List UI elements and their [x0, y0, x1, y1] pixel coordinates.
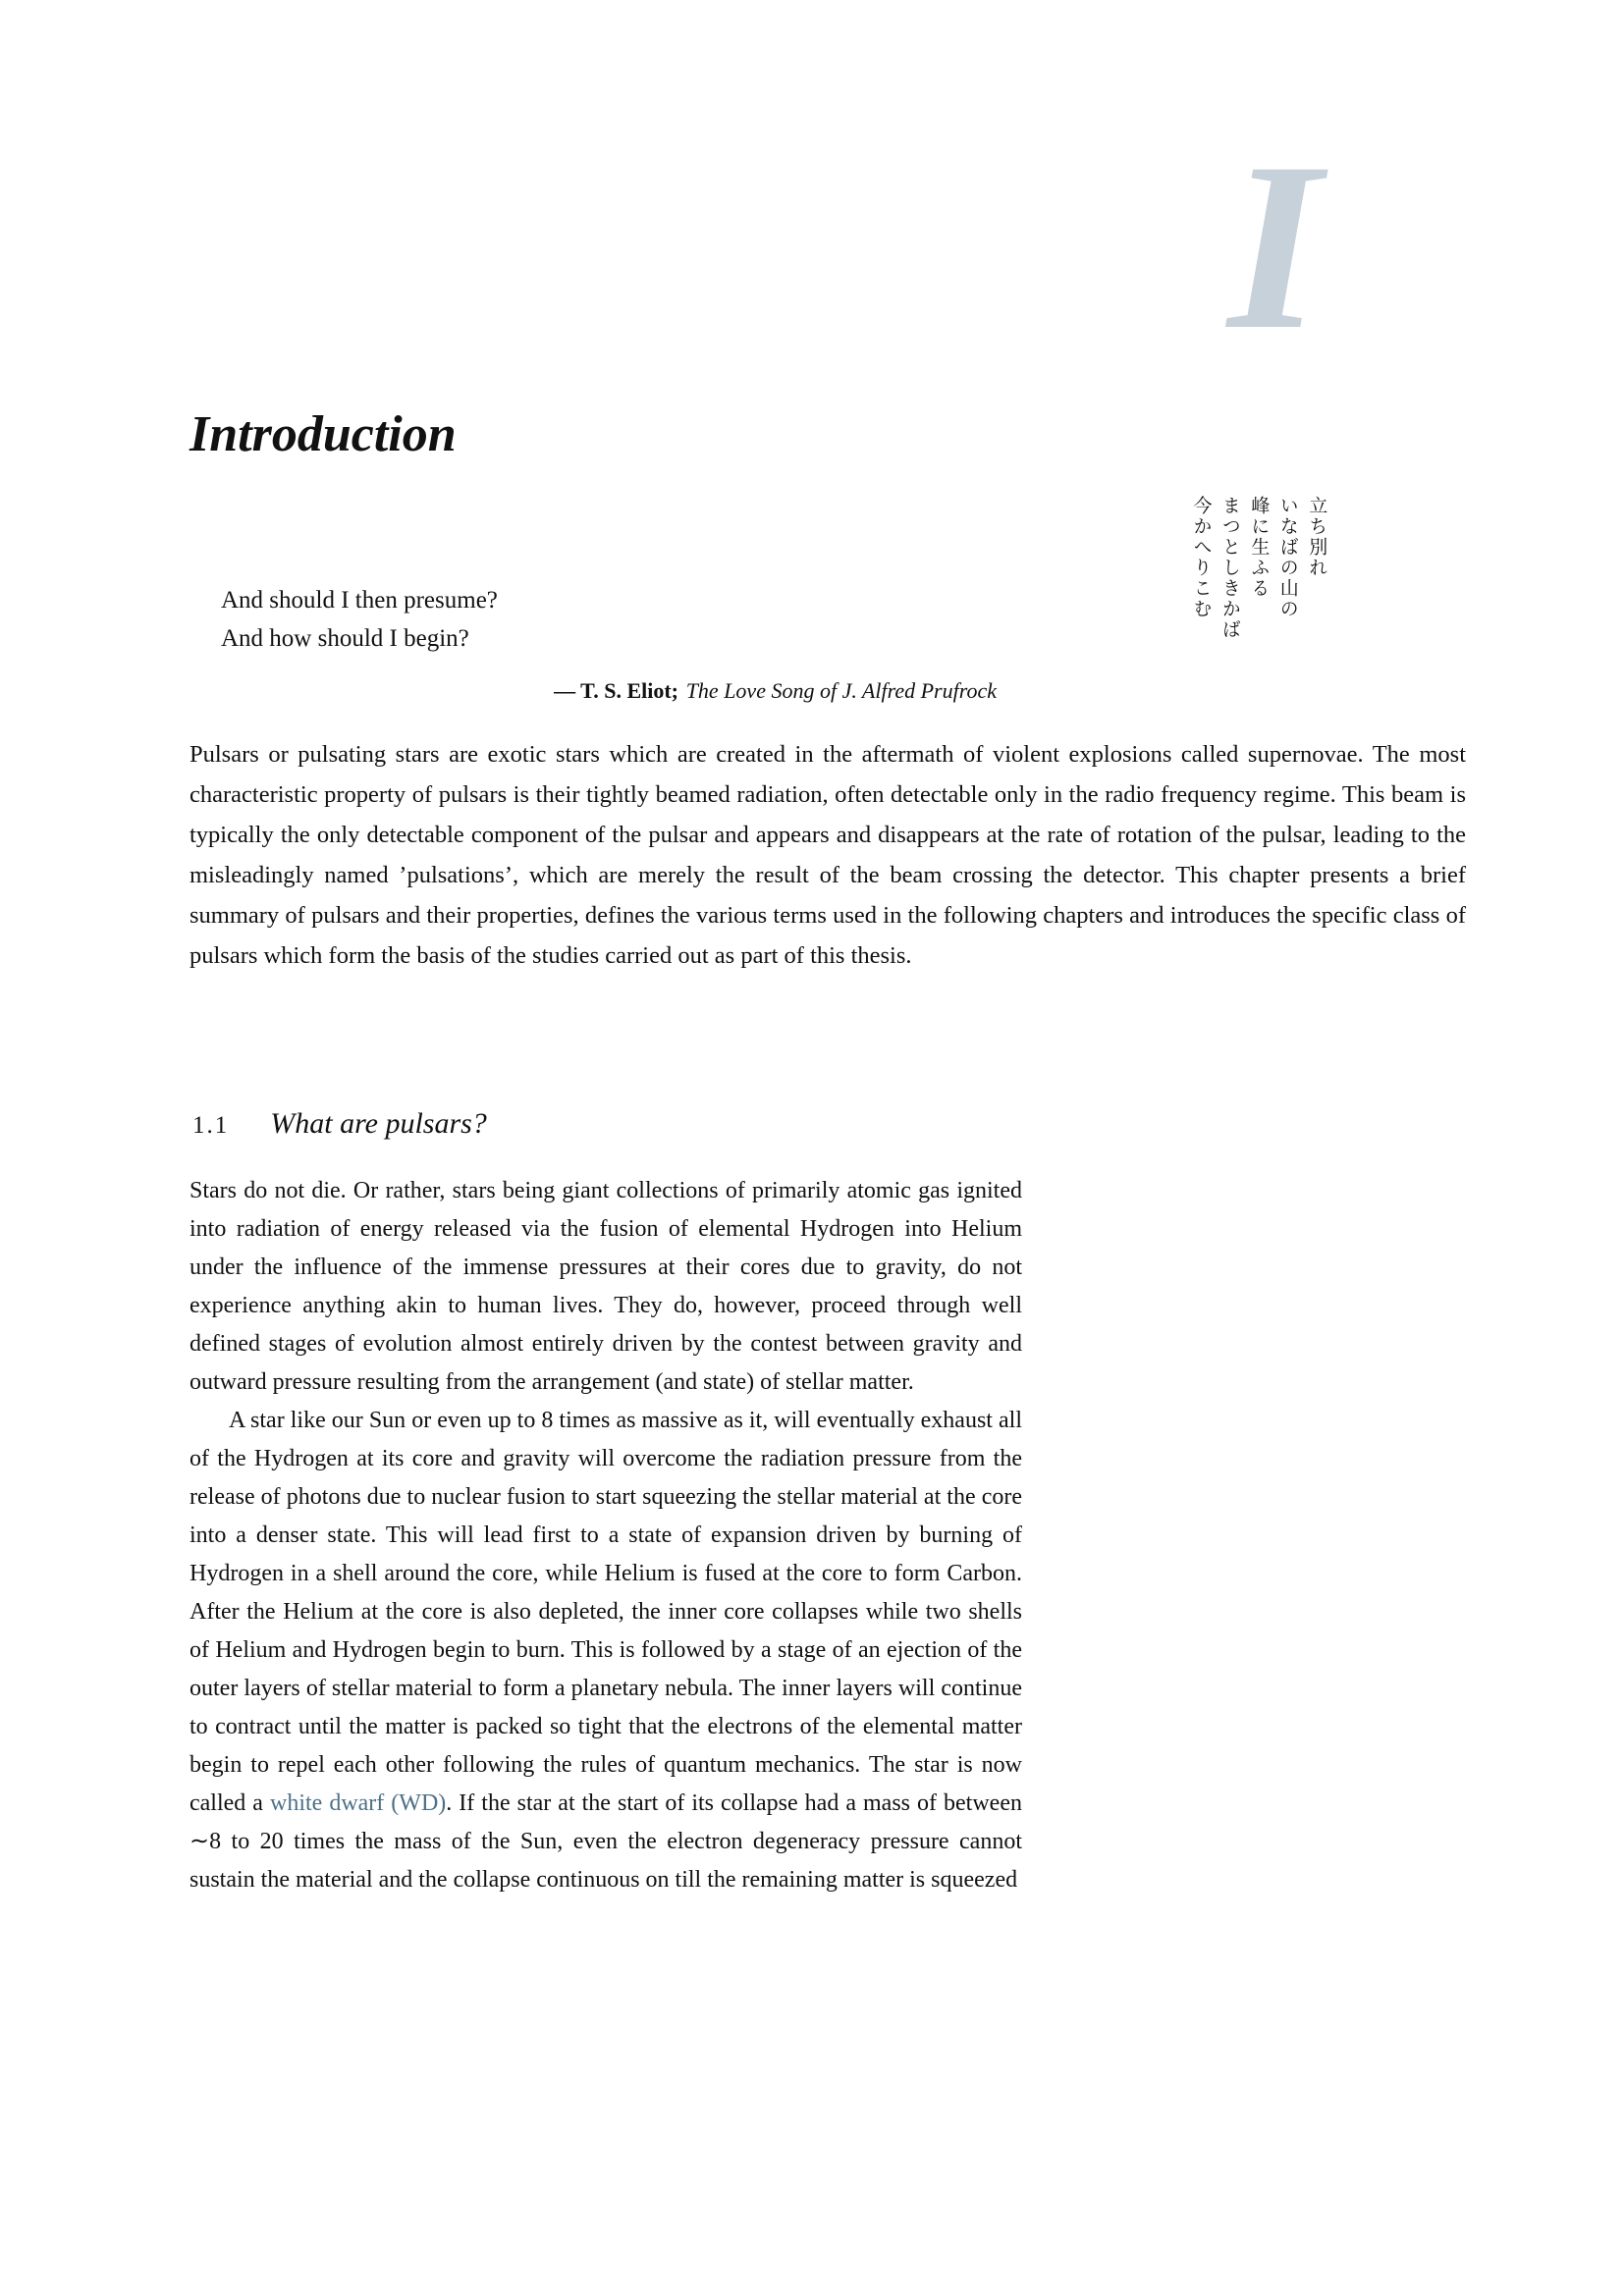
japanese-epigraph-line: まつとしきかば	[1218, 496, 1240, 640]
intro-paragraph: Pulsars or pulsating stars are exotic stars which are created in the aftermath of violent explosions called supernovae. The most characteristic property of pulsars is their tightly beamed radiation, often detectable only in the radio frequency regime. This beam is typically the only detectable component of the pulsar and appears and disappears at the rate of rotation of the pulsar, leading to the misleadingly named ’pulsations’, which are merely the result of the beam crossing the detector. This chapter presents a brief summary of pulsars and their properties, defines the various terms used in the following chapters and introduces the specific class of pulsars which form the basis of the studies carried out as part of this thesis.	[189, 741, 1466, 969]
epigraph-work-title: The Love Song of J. Alfred Prufrock	[685, 678, 997, 703]
japanese-epigraph-line: 峰に生ふる	[1248, 496, 1270, 599]
body-paragraph-2	[189, 1402, 1022, 1899]
epigraph-quote-line-1: And should I then presume?	[221, 587, 498, 614]
epigraph	[221, 581, 997, 705]
japanese-epigraph-line: 立ち別れ	[1306, 496, 1327, 578]
white-dwarf-link[interactable]: white dwarf (WD)	[269, 1790, 447, 1816]
chapter-title: Introduction	[189, 406, 457, 462]
epigraph-quote-line-2: And how should I begin?	[221, 625, 469, 652]
body-paragraph-1: Stars do not die. Or rather, stars being giant collections of primarily atomic gas ignited into radiation of energy released via the fusion of elemental Hydrogen into Helium under the influence of the immense pressures at their cores due to gravity, do not experience anything akin to human lives. They do, however, proceed through well defined stages of evolution almost entirely driven by the contest between gravity and outward pressure resulting from the arrangement (and state) of stellar matter.	[189, 1178, 1022, 1395]
epigraph-attribution	[221, 677, 997, 705]
japanese-epigraph	[1186, 496, 1330, 667]
body-paragraph-2-text-before: A star like our Sun or even up to 8 times as massive as it, will eventually exhaust all of the Hydrogen at its core and gravity will overcome the radiation pressure from the release of photons due to nuclear fusion to start squeezing the stellar material at the core into a denser state. This will lead first to a state of expansion driven by burning of Hydrogen in a shell around the core, while Helium is fused at the core to form Carbon. After the Helium at the core is also depleted, the inner core collapses while two shells of Helium and Hydrogen begin to burn. This is followed by a stage of an ejection of the outer layers of stellar material to form a planetary nebula. The inner layers will continue to contract until the matter is packed so tight that the electrons of the elemental matter begin to repel each other following the rules of quantum mechanics. The star is now called a	[189, 1408, 1022, 1816]
section-title: What are pulsars?	[270, 1107, 487, 1140]
body-paragraph-2-text-after: . If the star at the start of its collapse had a mass of between ∼8 to 20 times the mass of the Sun, even the electron degeneracy pressure cannot sustain the material and the collapse continuous on till the remaining matter is squeezed	[189, 1790, 1022, 1893]
section-number: 1.1	[192, 1112, 230, 1139]
section-heading	[192, 1107, 487, 1141]
epigraph-author: — T. S. Eliot;	[554, 678, 678, 703]
japanese-epigraph-line: 今かへりこむ	[1190, 496, 1212, 619]
chapter-number: I	[1227, 113, 1322, 379]
body-text-column	[189, 1172, 1022, 1899]
japanese-epigraph-line: いなばの山の	[1276, 496, 1298, 619]
